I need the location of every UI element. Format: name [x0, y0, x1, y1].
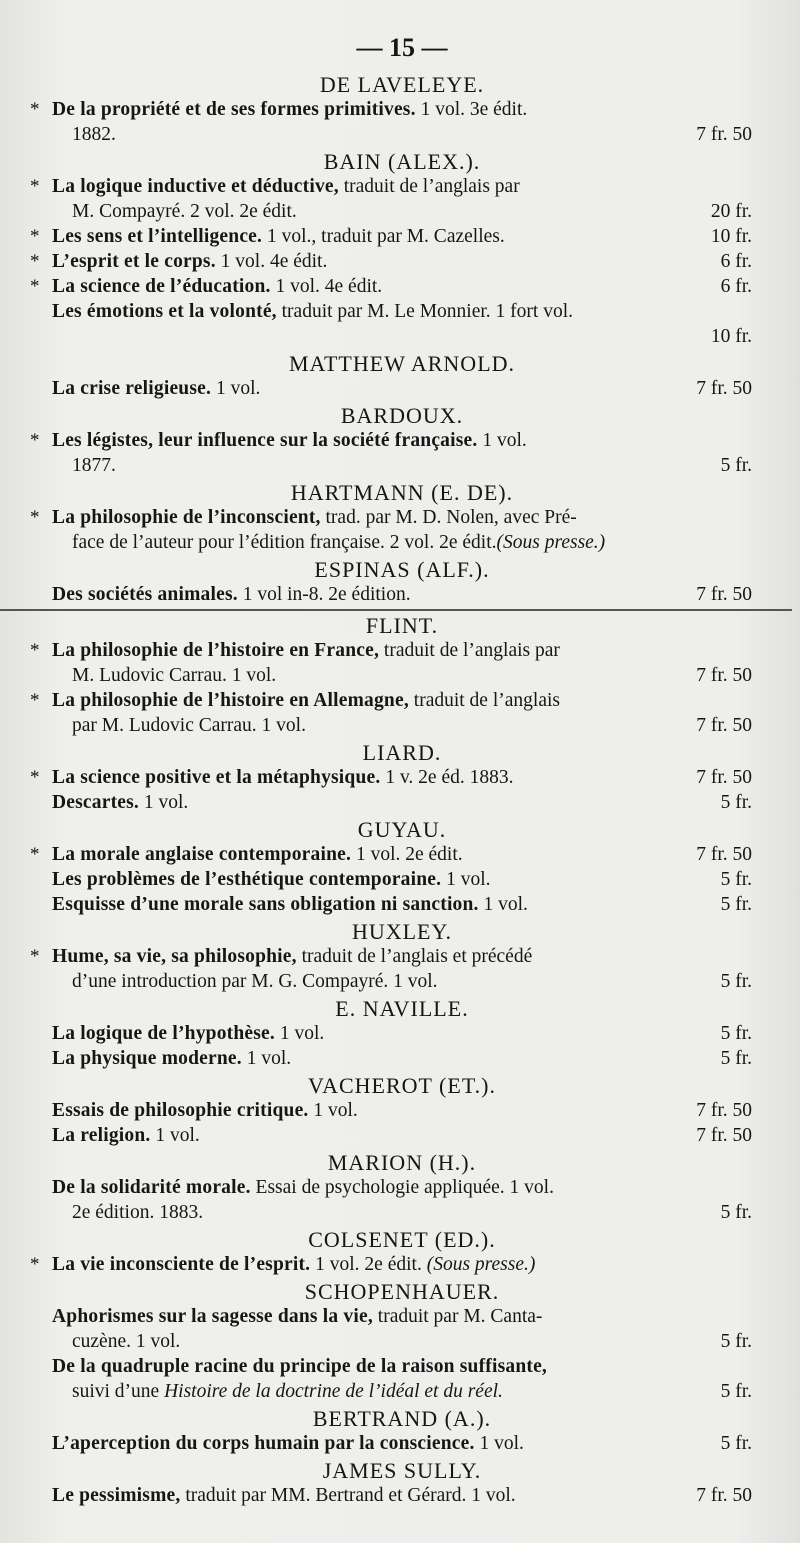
- catalogue-entry: [52, 892, 752, 917]
- catalogue-entry: [52, 1098, 752, 1123]
- catalogue-entry: [52, 1123, 752, 1148]
- book-price: 7 fr. 50: [696, 1100, 752, 1121]
- book-title: Les légistes, leur influence sur la société française.: [52, 430, 478, 451]
- book-price: 5 fr.: [720, 1048, 752, 1069]
- entry-line: [52, 663, 752, 688]
- book-price: 5 fr.: [720, 1023, 752, 1044]
- author-heading: BAIN (ALEX.).: [323, 149, 481, 174]
- entry-line: [52, 274, 752, 299]
- catalogue-entry: [30, 638, 752, 688]
- entry-line: [52, 1200, 752, 1225]
- star-mark: *: [30, 99, 40, 120]
- entry-line: [52, 1098, 752, 1123]
- author-heading: ESPINAS (ALF.).: [314, 557, 490, 582]
- entry-line: [52, 299, 752, 324]
- book-title: De la propriété et de ses formes primitives.: [52, 99, 416, 120]
- book-details: 1 vol.: [150, 1125, 200, 1146]
- entry-line: [52, 1252, 752, 1277]
- catalogue-entry: [30, 944, 752, 994]
- star-mark: *: [30, 767, 40, 788]
- book-title: La logique de l’hypothèse.: [52, 1023, 275, 1044]
- book-title: La physique moderne.: [52, 1048, 242, 1069]
- author-heading: MATTHEW ARNOLD.: [288, 351, 516, 376]
- book-title: La vie inconsciente de l’esprit.: [52, 1254, 311, 1275]
- book-details: 1 vol.: [241, 1048, 292, 1069]
- book-price: 6 fr.: [720, 276, 752, 297]
- star-mark: *: [30, 507, 40, 528]
- catalogue-entry: [52, 376, 752, 401]
- book-price: 5 fr.: [720, 1381, 752, 1402]
- book-details: traduit par MM. Bertrand et Gérard. 1 vol.: [180, 1485, 516, 1506]
- book-title: L’aperception du corps humain par la conscience.: [52, 1433, 475, 1454]
- entry-line: [52, 1123, 752, 1148]
- book-details: 1 vol. 2e édit.: [351, 844, 463, 865]
- catalogue-entry: [52, 1021, 752, 1046]
- book-price: 7 fr. 50: [696, 584, 752, 605]
- book-details: traduit par M. Canta-: [372, 1306, 543, 1327]
- book-title: La morale anglaise contemporaine.: [52, 844, 352, 865]
- book-details: 1 v. 2e éd. 1883.: [380, 767, 514, 788]
- book-details: 1 vol.: [441, 869, 491, 890]
- book-details: M. Ludovic Carrau. 1 vol.: [72, 665, 277, 686]
- catalogue-entry: [30, 688, 752, 738]
- catalogue-entry: [30, 765, 752, 790]
- book-details: traduit de l’anglais par: [338, 176, 520, 197]
- book-title: Hume, sa vie, sa philosophie,: [52, 946, 297, 967]
- catalogue-entry: [52, 582, 752, 607]
- book-details: par M. Ludovic Carrau. 1 vol.: [72, 715, 306, 736]
- entry-line: [52, 1021, 752, 1046]
- book-details: Essai de psychologie appliquée. 1 vol.: [250, 1177, 554, 1198]
- entry-line: [52, 790, 752, 815]
- entry-line: [52, 1431, 752, 1456]
- entry-line: [52, 1483, 752, 1508]
- book-title: La logique inductive et déductive,: [52, 176, 339, 197]
- book-price: 7 fr. 50: [696, 767, 752, 788]
- page-number: — 15 —: [356, 33, 448, 62]
- book-details: traduit de l’anglais: [408, 690, 560, 711]
- author-heading: SCHOPENHAUER.: [304, 1279, 500, 1304]
- book-details: 1 vol.: [139, 792, 189, 813]
- catalogue-entry: [52, 867, 752, 892]
- star-mark: *: [30, 276, 40, 297]
- book-details: 1 vol. 4e édit.: [270, 276, 383, 297]
- entry-line: [52, 867, 752, 892]
- book-price: 7 fr. 50: [696, 1125, 752, 1146]
- author-heading: VACHEROT (ET.).: [308, 1073, 496, 1098]
- book-details: suivi d’une: [72, 1381, 165, 1402]
- entry-line: [52, 1379, 752, 1404]
- book-title: La philosophie de l’histoire en France,: [52, 640, 380, 661]
- catalogue-entry: [30, 842, 752, 867]
- entry-line: [52, 1175, 752, 1200]
- book-title: La science de l’éducation.: [52, 276, 271, 297]
- book-title: De la quadruple racine du principe de la raison suffisante,: [52, 1356, 548, 1377]
- catalogue-content: [30, 72, 752, 1508]
- entry-line: [52, 174, 752, 199]
- entry-line: [52, 765, 752, 790]
- catalogue-entry: [52, 790, 752, 815]
- book-status: (Sous presse.): [496, 532, 606, 553]
- catalogue-entry: [52, 1175, 752, 1225]
- author-heading: BERTRAND (A.).: [312, 1406, 492, 1431]
- star-mark: *: [30, 251, 40, 272]
- book-details: 1 vol.: [308, 1100, 358, 1121]
- author-heading: DE LAVELEYE.: [319, 72, 485, 97]
- book-price: 5 fr.: [720, 869, 752, 890]
- divider-rule: [0, 609, 792, 611]
- book-price: 7 fr. 50: [696, 665, 752, 686]
- book-details: 1 vol.: [211, 378, 261, 399]
- book-title: La crise religieuse.: [52, 378, 212, 399]
- entry-line: [52, 224, 752, 249]
- book-details: 1 vol. 4e édit.: [215, 251, 328, 272]
- author-heading: FLINT.: [365, 613, 439, 638]
- book-price: 6 fr.: [720, 251, 752, 272]
- book-details: traduit de l’anglais et précédé: [296, 946, 533, 967]
- star-mark: *: [30, 430, 40, 451]
- catalogue-entry: [30, 1252, 752, 1277]
- book-price: 10 fr.: [710, 226, 752, 247]
- book-price: 7 fr. 50: [696, 715, 752, 736]
- author-heading: COLSENET (ED.).: [308, 1227, 496, 1252]
- catalogue-entry: [30, 224, 752, 249]
- catalogue-entry: [30, 274, 752, 299]
- entry-line: [52, 1304, 752, 1329]
- entry-line: [52, 892, 752, 917]
- catalogue-entry: [52, 1431, 752, 1456]
- book-details: 1877.: [72, 455, 116, 476]
- book-title: La religion.: [52, 1125, 151, 1146]
- book-details: 1 vol in-8. 2e édition.: [237, 584, 411, 605]
- book-price: 7 fr. 50: [696, 124, 752, 145]
- book-price: 20 fr.: [710, 201, 752, 222]
- book-price: 7 fr. 50: [696, 1485, 752, 1506]
- book-price: 10 fr.: [710, 326, 752, 347]
- book-title: L’esprit et le corps.: [52, 251, 216, 272]
- author-heading: JAMES SULLY.: [322, 1458, 482, 1483]
- book-details: 1 vol.: [474, 1433, 524, 1454]
- book-title: Esquisse d’une morale sans obligation ni sanction.: [52, 894, 479, 915]
- entry-line: [52, 688, 752, 713]
- book-title: Descartes.: [52, 792, 139, 813]
- entry-line: [52, 199, 752, 224]
- book-details: face de l’auteur pour l’édition française. 2 vol. 2e édit.: [72, 532, 497, 553]
- book-title: Aphorismes sur la sagesse dans la vie,: [52, 1306, 373, 1327]
- book-details: traduit par M. Le Monnier. 1 fort vol.: [276, 301, 573, 322]
- book-title: Les émotions et la volonté,: [52, 301, 277, 322]
- catalogue-entry: [52, 1046, 752, 1071]
- book-title: De la solidarité morale.: [52, 1177, 251, 1198]
- catalogue-entry: [30, 249, 752, 274]
- book-title: La philosophie de l’inconscient,: [52, 507, 321, 528]
- author-heading: MARION (H.).: [327, 1150, 477, 1175]
- book-title: La philosophie de l’histoire en Allemagne,: [52, 690, 409, 711]
- author-heading: HARTMANN (E. DE).: [290, 480, 514, 505]
- catalogue-entry: [30, 505, 752, 555]
- book-details: trad. par M. D. Nolen, avec Pré-: [320, 507, 577, 528]
- author-heading: LIARD.: [362, 740, 442, 765]
- entry-line: [52, 428, 752, 453]
- author-heading: E. NAVILLE.: [335, 996, 469, 1021]
- book-details: 1 vol., traduit par M. Cazelles.: [262, 226, 505, 247]
- book-price: 5 fr.: [720, 894, 752, 915]
- entry-line: [52, 249, 752, 274]
- author-heading: HUXLEY.: [351, 919, 453, 944]
- catalogue-entry: [52, 1354, 752, 1404]
- book-price: 7 fr. 50: [696, 378, 752, 399]
- book-details: 2e édition. 1883.: [72, 1202, 204, 1223]
- book-price: 5 fr.: [720, 1433, 752, 1454]
- star-mark: *: [30, 226, 40, 247]
- book-title: Le pessimisme,: [52, 1485, 181, 1506]
- book-details: traduit de l’anglais par: [379, 640, 560, 661]
- entry-line: [52, 376, 752, 401]
- entry-line: [52, 97, 752, 122]
- book-title: Les problèmes de l’esthétique contemporaine.: [52, 869, 442, 890]
- book-details: 1 vol.: [478, 894, 528, 915]
- book-title: La science positive et la métaphysique.: [52, 767, 381, 788]
- book-price: 5 fr.: [720, 1202, 752, 1223]
- book-title: Des sociétés animales.: [52, 584, 238, 605]
- catalogue-entry: [52, 1304, 752, 1354]
- entry-line: [52, 842, 752, 867]
- entry-line: [52, 713, 752, 738]
- book-details: d’une introduction par M. G. Compayré. 1 vol.: [72, 971, 438, 992]
- book-details: M. Compayré. 2 vol. 2e édit.: [72, 201, 297, 222]
- entry-line: [52, 1354, 752, 1379]
- book-details: 1 vol.: [477, 430, 527, 451]
- star-mark: *: [30, 1254, 40, 1275]
- catalogue-entry: [30, 428, 752, 478]
- star-mark: *: [30, 176, 40, 197]
- entry-line: [52, 944, 752, 969]
- book-details: 1 vol.: [274, 1023, 325, 1044]
- book-details: 1 vol. 3e édit.: [415, 99, 528, 120]
- book-price: 5 fr.: [720, 971, 752, 992]
- entry-line: [52, 1046, 752, 1071]
- catalogue-entry: [30, 174, 752, 224]
- author-heading: BARDOUX.: [340, 403, 464, 428]
- entry-line: [52, 122, 752, 147]
- entry-line: [52, 530, 752, 555]
- entry-line: [52, 505, 752, 530]
- star-mark: *: [30, 946, 40, 967]
- book-details: 1 vol. 2e édit.: [310, 1254, 427, 1275]
- entry-line: [52, 969, 752, 994]
- book-details: cuzène. 1 vol.: [72, 1331, 181, 1352]
- catalogue-entry: [30, 97, 752, 147]
- entry-line: [52, 453, 752, 478]
- book-price: 5 fr.: [720, 792, 752, 813]
- book-price: 5 fr.: [720, 1331, 752, 1352]
- catalogue-entry: [52, 299, 752, 349]
- author-heading: GUYAU.: [357, 817, 447, 842]
- entry-line: [52, 638, 752, 663]
- star-mark: *: [30, 690, 40, 711]
- book-status: Histoire de la doctrine de l’idéal et du réel.: [164, 1381, 503, 1402]
- book-price: 5 fr.: [720, 455, 752, 476]
- book-status: (Sous presse.): [426, 1254, 536, 1275]
- book-price: 7 fr. 50: [696, 844, 752, 865]
- book-title: Essais de philosophie critique.: [52, 1100, 309, 1121]
- entry-line: [52, 1329, 752, 1354]
- entry-line: [52, 582, 752, 607]
- star-mark: *: [30, 640, 40, 661]
- entry-line: [52, 324, 752, 349]
- catalogue-entry: [52, 1483, 752, 1508]
- book-title: Les sens et l’intelligence.: [52, 226, 263, 247]
- book-details: 1882.: [72, 124, 116, 145]
- star-mark: *: [30, 844, 40, 865]
